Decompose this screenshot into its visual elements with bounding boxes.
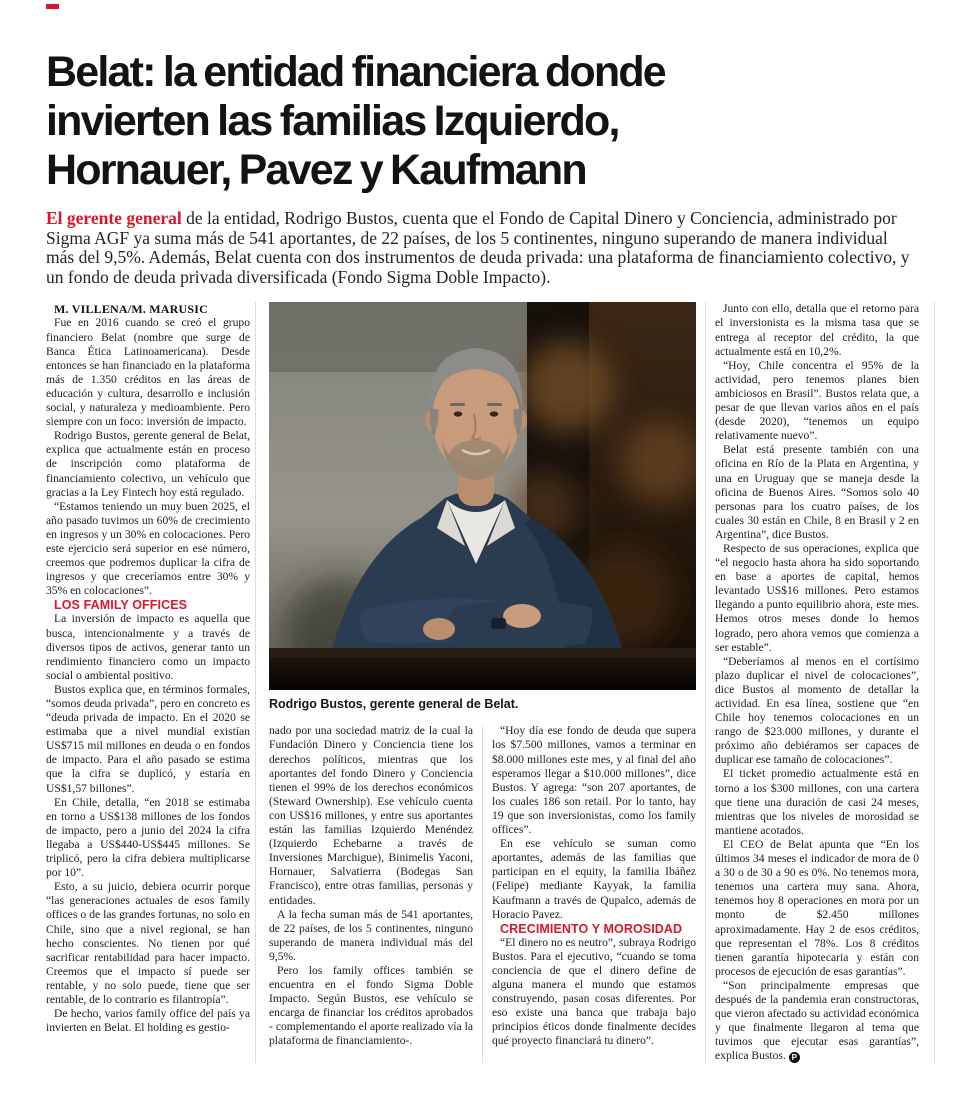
- portrait-figure: [269, 302, 696, 711]
- headline-line-3: Hornauer, Pavez y Kaufmann: [46, 146, 586, 194]
- body-paragraph: Junto con ello, detalla que el retorno para el inversionista es la misma tasa que se entrega al receptor del crédito, la que actualmente está en 10,2%.: [715, 302, 919, 358]
- body-paragraph: Esto, a su juicio, debiera ocurrir porque “las generaciones actuales de esos family offices o de las grandes fortunas, no solo en Chile, sino que a nivel regional, se han hecho conscientes. No tienen por qué sacrificar rentabilidad para hacer impacto. Creemos que el impacto sí puede ser rentable, y no solo puede, tiene que ser rentable, de lo contrario es filantropía”.: [46, 880, 250, 1006]
- headline-line-2: invierten las familias Izquierdo,: [46, 97, 619, 145]
- headline-line-1: Belat: la entidad financiera donde: [46, 48, 665, 96]
- body-paragraph: El CEO de Belat apunta que “En los últimos 34 meses el indicador de mora de 0 a 30 o de 30 a 90 es 0%. No tenemos mora, tenemos una cartera muy sana. Ahora, tenemos hoy 8 operaciones en mora por un monto de $2.450 millones aproximadamente. Hay 2 de esos créditos, que representan el 78%. Los 8 créditos tienen garantía hipotecaria y están con procesos de ejecución de esas garantías”.: [715, 837, 919, 978]
- section-header-crecimiento: CRECIMIENTO Y MOROSIDAD: [500, 921, 683, 936]
- article-headline: [46, 48, 920, 195]
- page-edge-rule: [934, 302, 935, 1063]
- body-paragraph: “Hoy día ese fondo de deuda que supera los $7.500 millones, vamos a terminar en $8.000 millones este mes, y al final del año esperamos llegar a $10.000 millones”, dice Bustos. Y agrega: “son 207 aportantes, de los cuales 186 son retail. Por lo tanto, hay 19 que son inversionistas, como los family offices”.: [492, 724, 696, 837]
- body-paragraph: De hecho, varios family office del país ya invierten en Belat. El holding es gestio-: [46, 1007, 250, 1035]
- column-rule: [255, 302, 256, 1063]
- body-paragraph: “El dinero no es neutro”, subraya Rodrigo Bustos. Para el ejecutivo, “cuando se toma conciencia de que el dinero define de alguna manera el mundo que estamos construyendo, pasan cosas diferentes. Por eso existe una banca que trabaja bajo principios éticos donde finalmente decides qué proyecto financiará tu dinero”.: [492, 935, 696, 1048]
- section-header-family-offices: LOS FAMILY OFFICES: [54, 598, 188, 613]
- body-paragraph: Rodrigo Bustos, gerente general de Belat, explica que actualmente están en proceso de inscripción como plataforma de financiamiento colectivo, un vehículo que gracias a la Ley Fintech hoy está regulado.: [46, 429, 250, 499]
- body-paragraph: Respecto de sus operaciones, explica que “el negocio hasta ahora ha sido soportando en base a aportes de capital, hemos levantado US$16 millones. Pero estamos llegando a punto equilibrio ahora, este mes. Hemos otros meses donde lo hemos logrado, pero ahora vemos que comienza a ser estable”.: [715, 541, 919, 654]
- body-paragraph: Bustos explica que, en términos formales, “somos deuda privada”, pero en concreto es “deuda privada de impacto. En el 2020 se estimaba que a nivel mundial existían US$715 mil millones en deuda o en fondos de impacto. Para el año pasado se estima que la cifra se duplicó, y estaría en US$1,57 billones”.: [46, 682, 250, 795]
- body-paragraph: En Chile, detalla, “en 2018 se estimaba en torno a US$138 millones de los fondos de impacto, pero a junio del 2024 la cifra llegaba a US$440-US$445 millones. Se triplicó, pero la cifra debiera multiplicarse por 10”.: [46, 795, 250, 880]
- body-paragraph: “Deberíamos al menos en el cortísimo plazo duplicar el nivel de colocaciones”, dice Bustos al momento de detallar la actividad. En esa línea, sostiene que “en Chile hoy tenemos colocaciones en un rango de $23.000 millones, y durante el próximo año debiéramos ser capaces de duplicar ese tamaño de colocaciones”.: [715, 654, 919, 767]
- column-3: [492, 724, 696, 1048]
- lead-highlight: El gerente general: [46, 208, 182, 228]
- end-of-article-icon: P: [789, 1052, 800, 1063]
- body-paragraph: Pero los family offices también se encuentra en el fondo Sigma Doble Impacto. Según Bustos, ese vehículo se encarga de financiar los créditos aprobados - complementando el aporte realizado vía la plataforma de financiamiento-.: [269, 963, 473, 1048]
- body-paragraph: Belat está presente también con una oficina en Río de la Plata en Argentina, y una en Uruguay que se maneja desde la oficina de Buenos Aires. “Somos solo 40 personas para los cuatro países, de los cuales 30 están en Chile, 8 en Brasil y 2 en Argentina”, dice Bustos.: [715, 443, 919, 541]
- body-paragraph: nado por una sociedad matriz de la cual la Fundación Dinero y Conciencia tiene los derechos políticos, mientras que los aportantes del fondo Dinero y Conciencia tienen el 99% de los derechos económicos (Steward Ownership). Ese vehículo cuenta con US$16 millones, y entre sus aportantes están las familias Izquierdo Menéndez (Izquierdo Echebarne a través de Inversiones Marchigue), Binimelis Yaconi, Hornauer, Salvatierra (Bodegas San Francisco), entre otras familias, personas y entidades.: [269, 724, 473, 907]
- body-paragraph: Fue en 2016 cuando se creó el grupo financiero Belat (nombre que surge de Banca Ética Latinoamericana). Desde entonces se han financiado en la plataforma más de 1.350 créditos en las áreas de educación y cultura, desarrollo e inclusión social, y naturaleza y medioambiente. Pero siempre con un foco: inversión de impacto.: [46, 316, 250, 429]
- body-paragraph: La inversión de impacto es aquella que busca, intencionalmente y a través de diversos tipos de activos, generar tanto un rendimiento financiero como un impacto social o ambiental positivo.: [46, 612, 250, 682]
- byline: M. VILLENA/M. MARUSIC: [54, 302, 208, 317]
- article-lead: [46, 209, 920, 287]
- portrait-photo: [269, 302, 696, 690]
- column-2: [269, 724, 473, 1048]
- body-paragraph: “Estamos teniendo un muy buen 2025, el año pasado tuvimos un 60% de crecimiento en ingresos y un 30% en colocaciones. Pero este ejercicio será superior en ese número, creemos que podremos duplicar la cifra de ingresos y que creceríamos entre 30% y 35% en colocaciones”.: [46, 499, 250, 598]
- lead-text: de la entidad, Rodrigo Bustos, cuenta que el Fondo de Capital Dinero y Conciencia, administrado por Sigma AGF ya suma más de 541 aportantes, de 22 países, de los 5 continentes, ninguno superando de manera individual más del 9,5%. Además, Belat cuenta con dos instrumentos de deuda privada: una plataforma de financiamiento colectivo, y un fondo de deuda privada diversificada (Fondo Sigma Doble Impacto).: [46, 208, 910, 287]
- body-paragraph: A la fecha suman más de 541 aportantes, de 22 países, de los 5 continentes, ninguno superando de manera individual más del 9,5%.: [269, 907, 473, 963]
- column-4: [715, 302, 919, 1063]
- article-body: [46, 302, 920, 1063]
- body-paragraph: En ese vehículo se suman como aportantes, además de las familias que participan en el equity, la familia Ibáñez (Felipe) mediante Kayyak, la familia Kaufmann a través de Qupalco, además de Horacio Pavez.: [492, 837, 696, 921]
- body-paragraph: El ticket promedio actualmente está en torno a los $300 millones, con una cartera que tiene una duración de casi 24 meses, mientras que los niveles de morosidad se mantiene acotados.: [715, 767, 919, 837]
- column-rule: [482, 726, 483, 1063]
- photo-caption: Rodrigo Bustos, gerente general de Belat.: [269, 697, 519, 712]
- column-rule: [705, 302, 706, 1063]
- body-paragraph: “Hoy, Chile concentra el 95% de la actividad, pero tenemos planes bien ambiciosos en Brasil”. Bustos relata que, a pesar de que llevan varios años en el país (desde 2020), “tenemos un equipo relativamente nuevo”.: [715, 358, 919, 443]
- body-paragraph: [715, 979, 919, 1064]
- page-crop-mark: [46, 4, 59, 9]
- closing-paragraph-text: “Son principalmente empresas que después de la pandemia eran constructoras, que vieron afectado su actividad económica y que finalmente llegaron al tema que tuvimos que ejecutar esas garantías”, explica Bustos.: [715, 978, 919, 1063]
- column-1: [46, 302, 250, 1063]
